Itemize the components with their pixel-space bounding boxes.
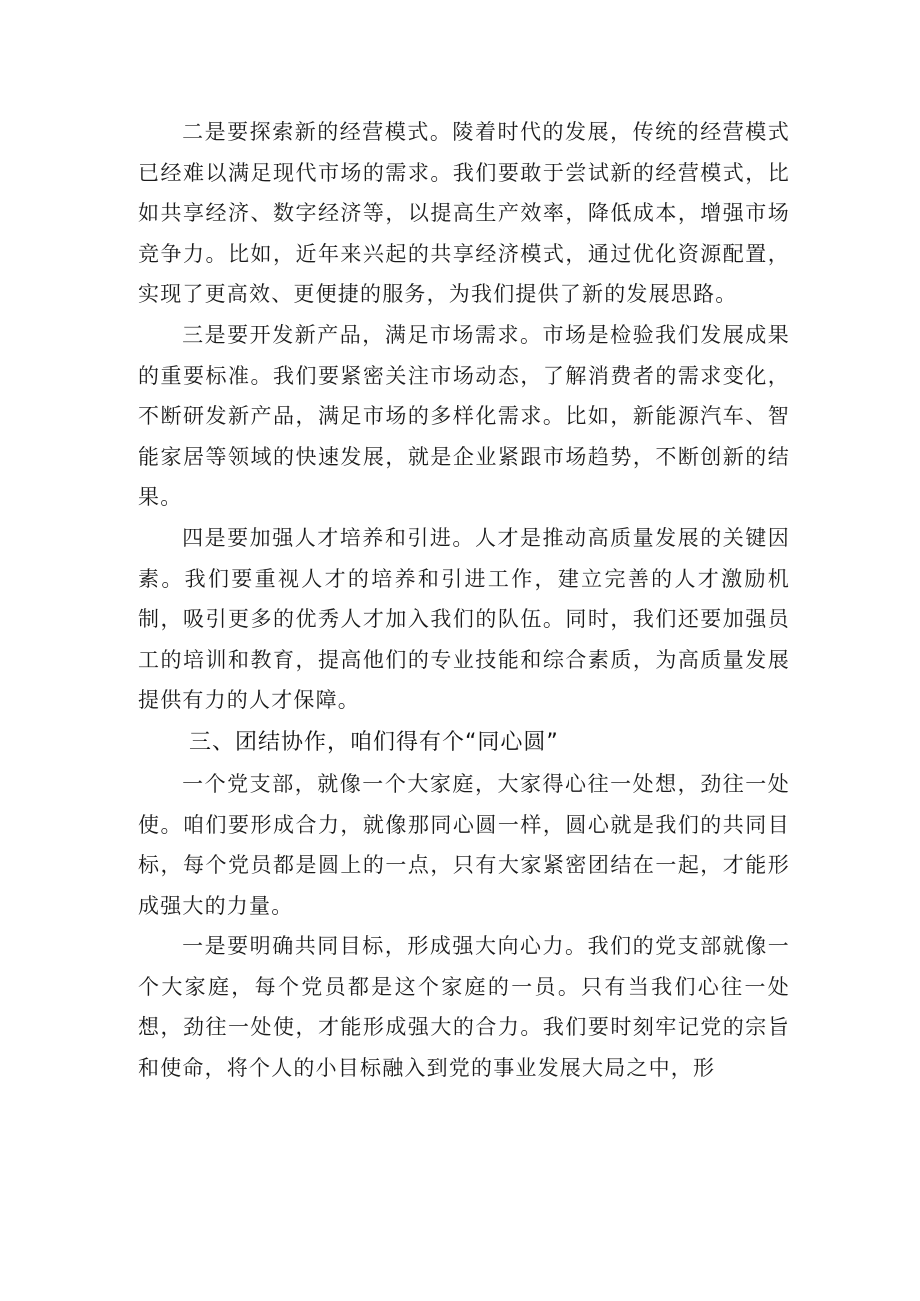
- section-heading-unity: 三、团结协作，咱们得有个“同心圆”: [189, 729, 559, 755]
- paragraph-talent-cultivation: 四是要加强人才培养和引进。人才是推动高质量发展的关键因素。我们要重视人才的培养和引进工作，建立完善的人才激励机制，吸引更多的优秀人才加入我们的队伍。同时，我们还要加强员工的培训和教育，提高他们的专业技能和综合素质，为高质量发展提供有力的人才保障。: [138, 525, 790, 713]
- paragraph-explore-business-model: 二是要探索新的经营模式。陵着时代的发展，传统的经营模式已经难以满足现代市场的需求。我们要敢于尝试新的经营模式，比如共享经济、数字经济等，以提高生产效率，降低成本，增强市场竞争力。比如，近年来兴起的共享经济模式，通过优化资源配置，实现了更高效、更便捷的服务，为我们提供了新的发展思路。: [138, 120, 790, 307]
- paragraph-develop-new-products: 三是要开发新产品，满足市场需求。市场是检验我们发展成果的重要标准。我们要紧密关注市场动态，了解消费者的需求变化，不断研发新产品，满足市场的多样化需求。比如，新能源汽车、智能家居等领域的快速发展，就是企业紧跟市场趋势，不断创新的结果。: [138, 322, 790, 510]
- paragraph-party-branch-family: 一个党支部，就像一个大家庭，大家得心往一处想，劲往一处使。咱们要形成合力，就像那同心圆一样，圆心就是我们的共同目标，每个党员都是圆上的一点，只有大家紧密团结在一起，才能形成强大的力量。: [138, 771, 790, 918]
- paragraph-common-goal: 一是要明确共同目标，形成强大向心力。我们的党支部就像一个大家庭，每个党员都是这个家庭的一员。只有当我们心往一处想，劲往一处使，才能形成强大的合力。我们要时刻牢记党的宗旨和使命，将个人的小目标融入到党的事业发展大局之中，形: [138, 934, 790, 1081]
- document-page: [138, 112, 790, 1089]
